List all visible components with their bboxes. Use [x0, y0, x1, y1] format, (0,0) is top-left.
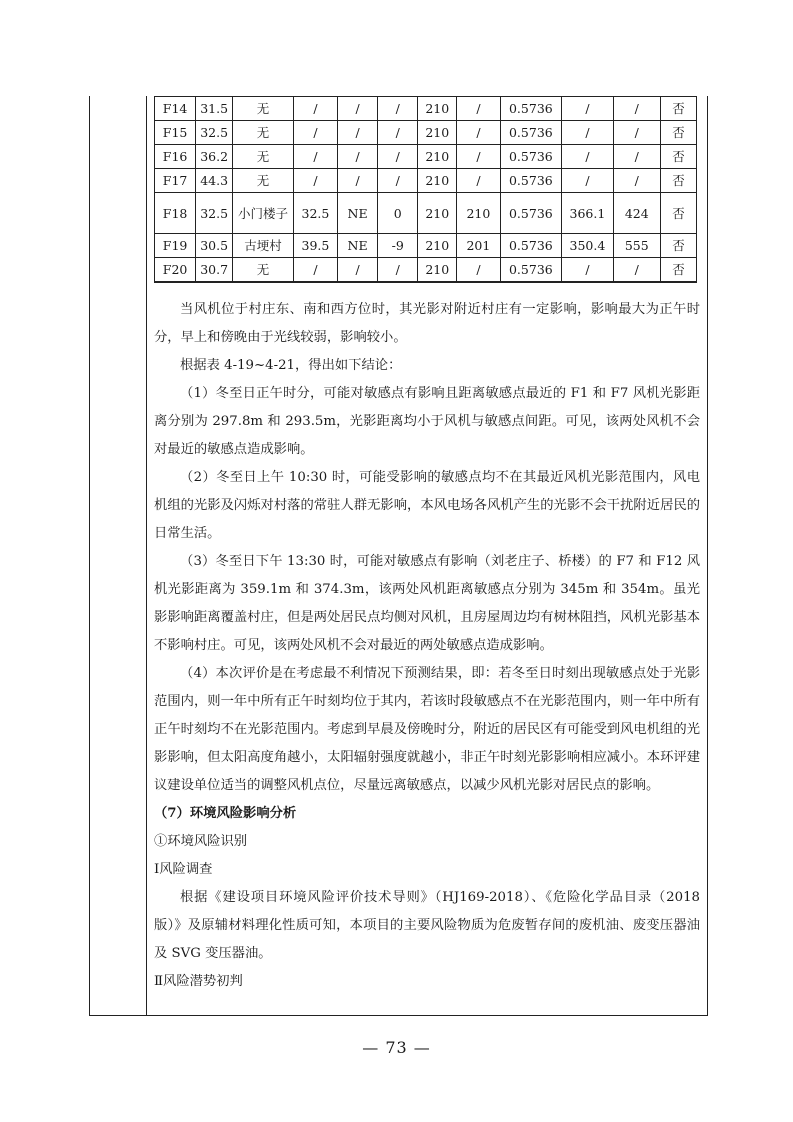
table-cell: 0.5736	[500, 145, 562, 169]
table-cell: /	[457, 97, 500, 121]
table-cell: /	[378, 121, 418, 145]
table-cell: F17	[155, 169, 196, 193]
table-cell: 小门楼子	[233, 193, 294, 234]
table-cell: 0.5736	[500, 258, 562, 283]
table-cell: /	[613, 97, 660, 121]
table-cell: NE	[338, 234, 378, 258]
shadow-distance-table	[154, 96, 697, 283]
table-cell: /	[338, 169, 378, 193]
table-cell: /	[338, 258, 378, 283]
table-cell: 350.4	[562, 234, 613, 258]
table-row	[155, 121, 697, 145]
table-cell: /	[378, 145, 418, 169]
paragraph: 根据表 4-19~4-21，得出如下结论：	[180, 358, 402, 373]
table-cell: 否	[660, 121, 696, 145]
table-cell: 0	[378, 193, 418, 234]
table-cell: 30.7	[196, 258, 233, 283]
table-cell: F20	[155, 258, 196, 283]
table-cell: /	[457, 258, 500, 283]
paragraph: （3）冬至日下午 13:30 时，可能对敏感点有影响（刘老庄子、桥楼）的 F7 和 F12 风机光影距离为 359.1m 和 374.3m，该两处风机距离敏感点分别为 345m 和 354m。虽光影影响距离覆盖村庄，但是两处居民点均侧对风机，且房屋周边均有树林阻挡，风机光影基本不影响村庄。可见，该两处风机不会对最近的两处敏感点造成影响。	[154, 554, 700, 653]
table-cell: /	[457, 121, 500, 145]
table-cell: F16	[155, 145, 196, 169]
subsection-heading: ①环境风险识别	[154, 834, 248, 849]
table-cell: /	[562, 97, 613, 121]
table-cell: /	[613, 145, 660, 169]
paragraph: （4）本次评价是在考虑最不利情况下预测结果，即：若冬至日时刻出现敏感点处于光影范围内，则一年中所有正午时刻均位于其内，若该时段敏感点不在光影范围内，则一年中所有正午时刻均不在光影范围内。考虑到早晨及傍晚时分，附近的居民区有可能受到风电机组的光影影响，但太阳高度角越小，太阳辐射强度就越小，非正午时刻光影影响相应减小。本环评建议建设单位适当的调整风机点位，尽量远离敏感点，以减少风机光影对居民点的影响。	[154, 666, 700, 793]
table-cell: 0.5736	[500, 97, 562, 121]
table-cell: 39.5	[293, 234, 337, 258]
table-cell: /	[613, 258, 660, 283]
table-cell: 210	[418, 193, 457, 234]
left-column-divider	[146, 96, 147, 1016]
table-row	[155, 97, 697, 121]
table-cell: 无	[233, 169, 294, 193]
table-cell: 30.5	[196, 234, 233, 258]
table-cell: 44.3	[196, 169, 233, 193]
section-heading: （7）环境风险影响分析	[154, 806, 297, 821]
table-cell: /	[338, 145, 378, 169]
paragraph: （1）冬至日正午时分，可能对敏感点有影响且距离敏感点最近的 F1 和 F7 风机光影距离分别为 297.8m 和 293.5m，光影距离均小于风机与敏感点间距。可见，该两处风机不会对最近的敏感点造成影响。	[154, 386, 700, 457]
table-cell: 0.5736	[500, 234, 562, 258]
table-cell: 36.2	[196, 145, 233, 169]
table-cell: -9	[378, 234, 418, 258]
table-row	[155, 169, 697, 193]
table-cell: 366.1	[562, 193, 613, 234]
table-cell: 否	[660, 169, 696, 193]
table-cell: 210	[418, 169, 457, 193]
table-row	[155, 234, 697, 258]
table-cell: /	[562, 121, 613, 145]
table-cell: 32.5	[293, 193, 337, 234]
table-cell: 555	[613, 234, 660, 258]
table-cell: 424	[613, 193, 660, 234]
table-row	[155, 193, 697, 234]
table-cell: /	[293, 97, 337, 121]
table-cell: /	[293, 121, 337, 145]
table-cell: /	[613, 121, 660, 145]
table-cell: 0.5736	[500, 169, 562, 193]
table-cell: 否	[660, 234, 696, 258]
table-cell: 无	[233, 145, 294, 169]
paragraph: （2）冬至日上午 10:30 时，可能受影响的敏感点均不在其最近风机光影范围内，风电机组的光影及闪烁对村落的常驻人群无影响，本风电场各风机产生的光影不会干扰附近居民的日常生活。	[154, 470, 700, 541]
table-cell: /	[613, 169, 660, 193]
table-cell: 32.5	[196, 193, 233, 234]
table-cell: /	[562, 145, 613, 169]
table-cell: F18	[155, 193, 196, 234]
table-cell: 210	[418, 145, 457, 169]
table-cell: 无	[233, 97, 294, 121]
table-cell: /	[378, 97, 418, 121]
table-cell: 0.5736	[500, 193, 562, 234]
table-cell: 否	[660, 97, 696, 121]
table-cell: NE	[338, 193, 378, 234]
table-cell: /	[293, 145, 337, 169]
table-cell: /	[293, 169, 337, 193]
table-cell: /	[338, 121, 378, 145]
table-cell: 31.5	[196, 97, 233, 121]
table-cell: 210	[418, 258, 457, 283]
table-cell: 32.5	[196, 121, 233, 145]
table-cell: F14	[155, 97, 196, 121]
table-cell: 201	[457, 234, 500, 258]
table-cell: /	[562, 258, 613, 283]
table-row	[155, 258, 697, 283]
table-cell: 210	[418, 97, 457, 121]
paragraph: 根据《建设项目环境风险评价技术导则》（HJ169-2018）、《危险化学品目录（2018 版）》及原辅材料理化性质可知，本项目的主要风险物质为危废暂存间的废机油、废变压器油及 SVG 变压器油。	[154, 890, 700, 961]
table-cell: /	[457, 145, 500, 169]
table-cell: /	[378, 258, 418, 283]
table-cell: 否	[660, 193, 696, 234]
table-cell: 210	[418, 121, 457, 145]
table-cell: F15	[155, 121, 196, 145]
table-cell: 0.5736	[500, 121, 562, 145]
table-cell: 否	[660, 145, 696, 169]
table-cell: /	[562, 169, 613, 193]
table-cell: /	[293, 258, 337, 283]
subsection-heading: Ⅰ风险调查	[154, 862, 213, 877]
table-cell: 210	[418, 234, 457, 258]
table-cell: 否	[660, 258, 696, 283]
table-cell: /	[378, 169, 418, 193]
table-cell: 210	[457, 193, 500, 234]
table-cell: /	[457, 169, 500, 193]
table-cell: F19	[155, 234, 196, 258]
page-number: — 73 —	[362, 1038, 431, 1057]
body-text	[154, 296, 700, 996]
table-cell: 古埂村	[233, 234, 294, 258]
table-cell: 无	[233, 121, 294, 145]
table-cell: /	[338, 97, 378, 121]
subsection-heading: Ⅱ风险潜势初判	[154, 974, 243, 989]
table-row	[155, 145, 697, 169]
table-cell: 无	[233, 258, 294, 283]
paragraph: 当风机位于村庄东、南和西方位时，其光影对附近村庄有一定影响，影响最大为正午时分，早上和傍晚由于光线较弱，影响较小。	[154, 302, 700, 345]
